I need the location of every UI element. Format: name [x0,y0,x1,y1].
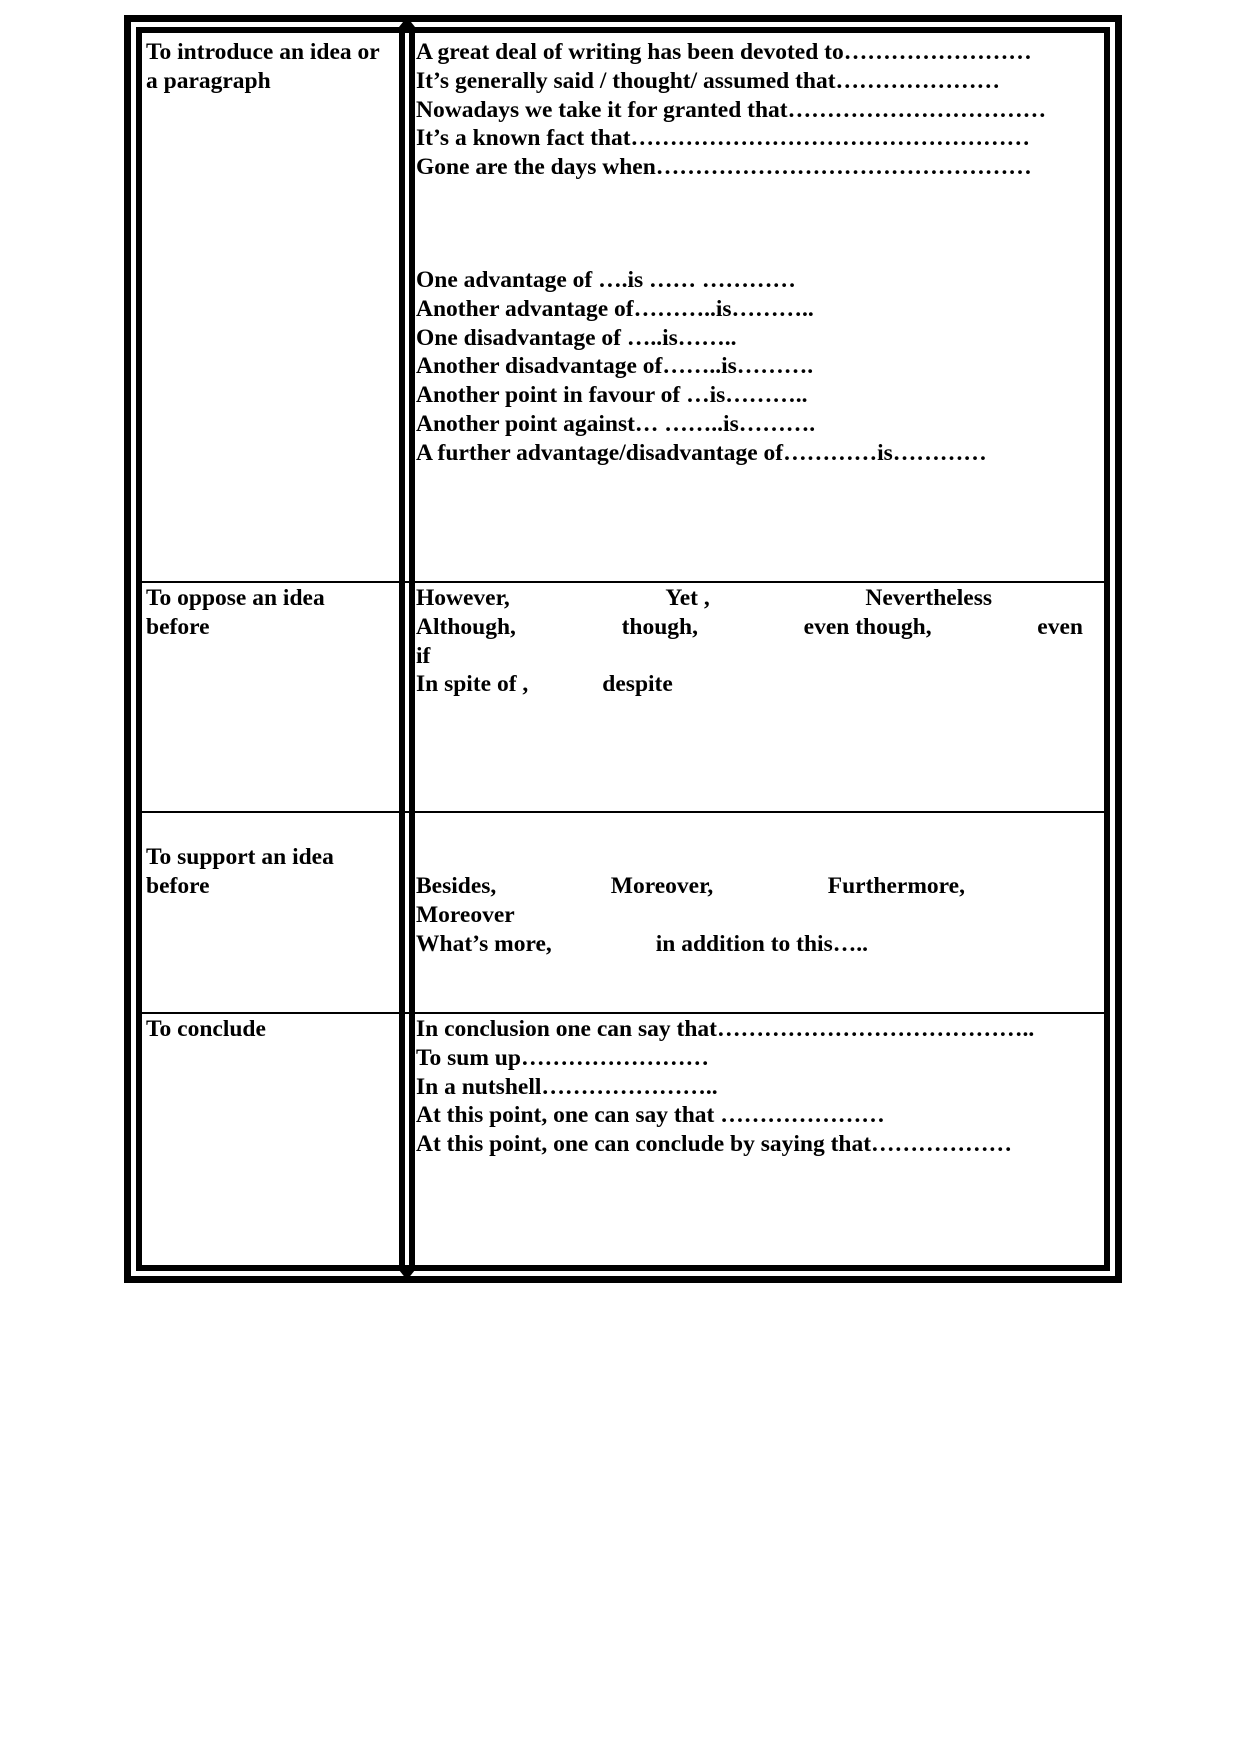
phrase: It’s a known fact that…………………………………………… [416,125,1031,152]
phrase: Moreover [416,901,515,928]
phrase-line [416,930,1083,959]
conclude-phrases [416,1015,1083,1159]
phrase: In spite of , [416,671,529,698]
argument-phrases [416,266,1083,468]
oppose-phrases [416,584,1083,699]
row-separator-1 [142,581,1104,583]
phrase: despite [602,671,673,698]
row-separator-2 [142,811,1104,813]
phrase-line [416,670,1083,699]
phrase: Nowadays we take it for granted that…………………………… [416,96,1047,123]
phrase: Nevertheless [865,585,992,611]
phrase: It’s generally said / thought/ assumed that………………… [416,67,1001,94]
phrase: Another disadvantage of……..is………. [416,353,814,380]
row-label-conclude: To conclude [146,1016,266,1042]
phrase: Although, [416,613,516,640]
phrase: However, [416,585,510,611]
phrase: A great deal of writing has been devoted to…………………… [416,39,1032,65]
phrase: Moreover, [610,873,714,899]
column-divider-right [409,27,415,1271]
phrase: What’s more, [416,930,552,957]
phrase: One advantage of ….is …… ………… [416,267,796,293]
phrase: Yet , [665,585,710,611]
phrase: At this point, one can say that ………………… [416,1102,885,1129]
column-divider-left [399,27,405,1271]
row-label-introduce: To introduce an idea or a paragraph [146,39,380,94]
phrase-line [416,584,992,613]
phrase-line [416,872,965,901]
phrase: Another point in favour of …is……….. [416,382,808,409]
phrase: At this point, one can conclude by saying that……………… [416,1131,1013,1158]
support-phrases [416,872,1083,958]
phrase: if [416,642,431,669]
phrase: Besides, [416,873,497,899]
row-separator-3 [142,1012,1104,1014]
phrase: even [1037,613,1083,640]
phrase: To sum up…………………… [416,1044,709,1071]
intro-phrases [416,38,1083,182]
phrase: Furthermore, [827,873,965,899]
phrase: A further advantage/disadvantage of…………is………… [416,439,987,466]
phrase-line [416,613,1083,642]
row-label-support: To support an idea before [146,844,334,899]
phrase: in addition to this….. [655,930,868,957]
phrase: In a nutshell………………….. [416,1073,718,1100]
phrase: In conclusion one can say that………………………………….. [416,1016,1035,1042]
phrase: One disadvantage of …..is…….. [416,324,737,351]
phrase: though, [621,613,698,640]
row-label-oppose: To oppose an idea before [146,585,325,640]
phrase: even though, [803,613,932,640]
phrase: Gone are the days when………………………………………… [416,154,1032,181]
phrase: Another advantage of………..is……….. [416,295,814,322]
phrase: Another point against… ……..is………. [416,410,816,437]
